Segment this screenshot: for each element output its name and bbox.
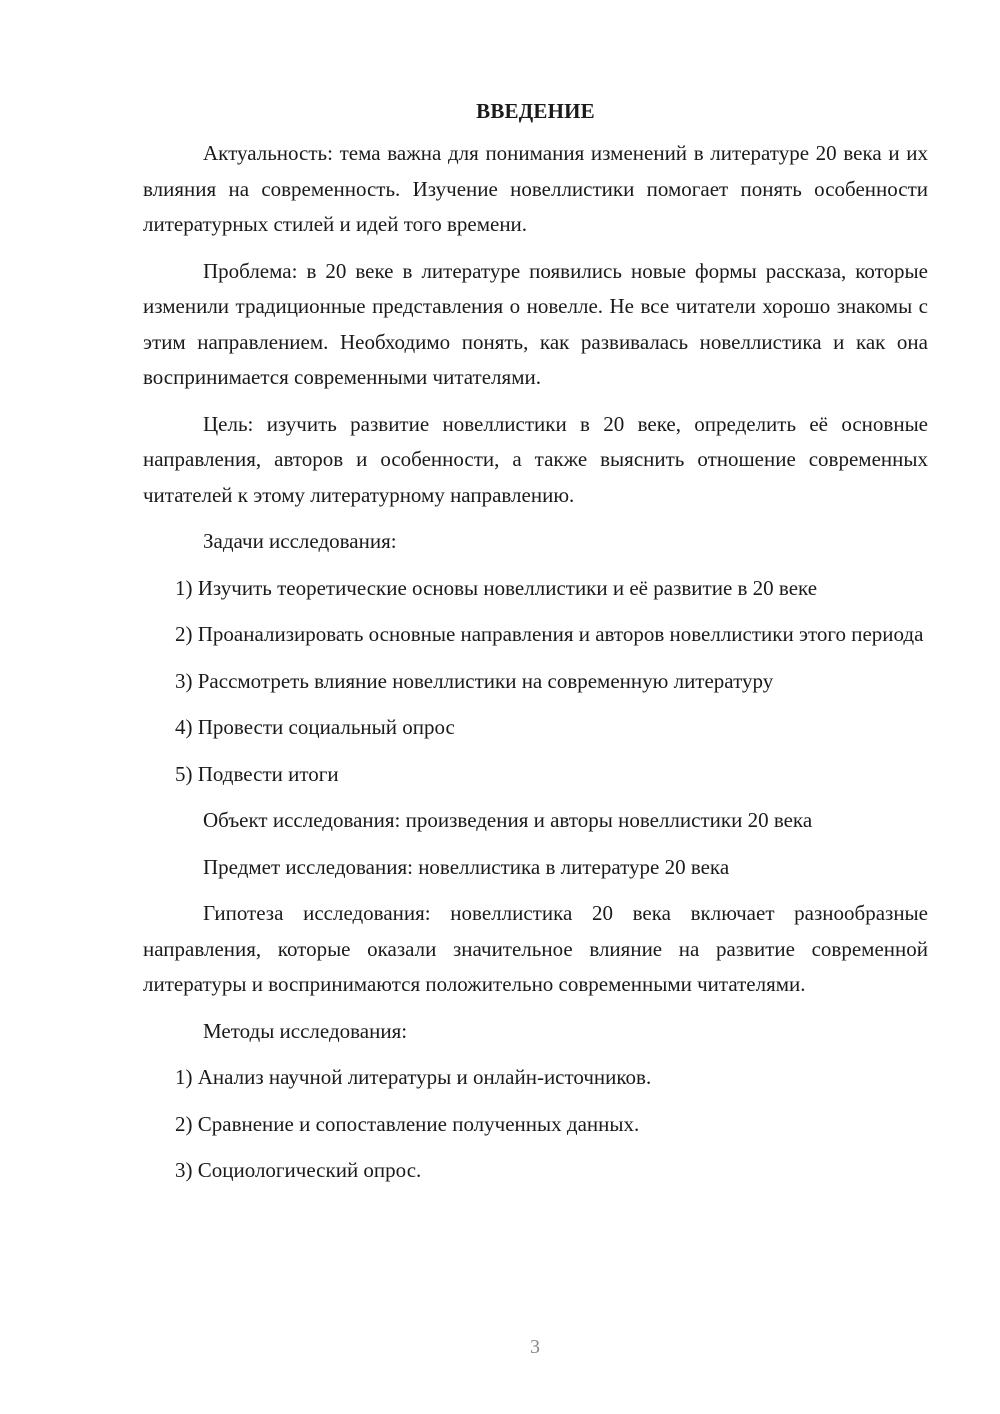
task-item-4: 4) Провести социальный опрос <box>175 715 455 739</box>
paragraph-object: Объект исследования: произведения и авторы новеллистики 20 века <box>203 808 813 832</box>
paragraph-problem: Проблема: в 20 веке в литературе появились новые формы рассказа, которые изменили традиционные представления о новелле. Не все читатели хорошо знакомы с этим направлением. Необходимо понять, как развивалась новеллистика и как она воспринимается современными читателями. <box>143 258 928 389</box>
paragraph-tasks-heading: Задачи исследования: <box>203 529 397 553</box>
task-item-1: 1) Изучить теоретические основы новеллистики и её развитие в 20 веке <box>175 575 818 600</box>
method-item-2: 2) Сравнение и сопоставление полученных данных. <box>175 1111 640 1136</box>
method-item-3: 3) Социологический опрос. <box>175 1158 422 1182</box>
paragraph-relevance: Актуальность: тема важна для понимания изменений в литературе 20 века и их влияния на современность. Изучение новеллистики помогает понять особенности литературных стилей и идей того времени. <box>143 141 928 236</box>
task-item-3: 3) Рассмотреть влияние новеллистики на современную литературу <box>175 668 774 693</box>
paragraph-hypothesis: Гипотеза исследования: новеллистика 20 века включает разнообразные направления, которые оказали значительное влияние на развитие современной литературы и воспринимаются положительно современными читателями. <box>143 901 928 996</box>
paragraph-goal: Цель: изучить развитие новеллистики в 20 веке, определить её основные направления, авторов и особенности, а также выяснить отношение современных читателей к этому литературному направлению. <box>143 411 928 507</box>
paragraph-subject: Предмет исследования: новеллистика в литературе 20 века <box>203 854 730 879</box>
method-item-1: 1) Анализ научной литературы и онлайн-источников. <box>175 1065 652 1089</box>
page-content <box>143 96 928 1200</box>
section-title: ВВЕДЕНИЕ <box>476 99 595 123</box>
task-item-2: 2) Проанализировать основные направления и авторов новеллистики этого периода <box>175 622 924 646</box>
task-item-5: 5) Подвести итоги <box>175 761 339 786</box>
paragraph-methods-heading: Методы исследования: <box>203 1018 408 1043</box>
page-number: 3 <box>530 1336 540 1358</box>
